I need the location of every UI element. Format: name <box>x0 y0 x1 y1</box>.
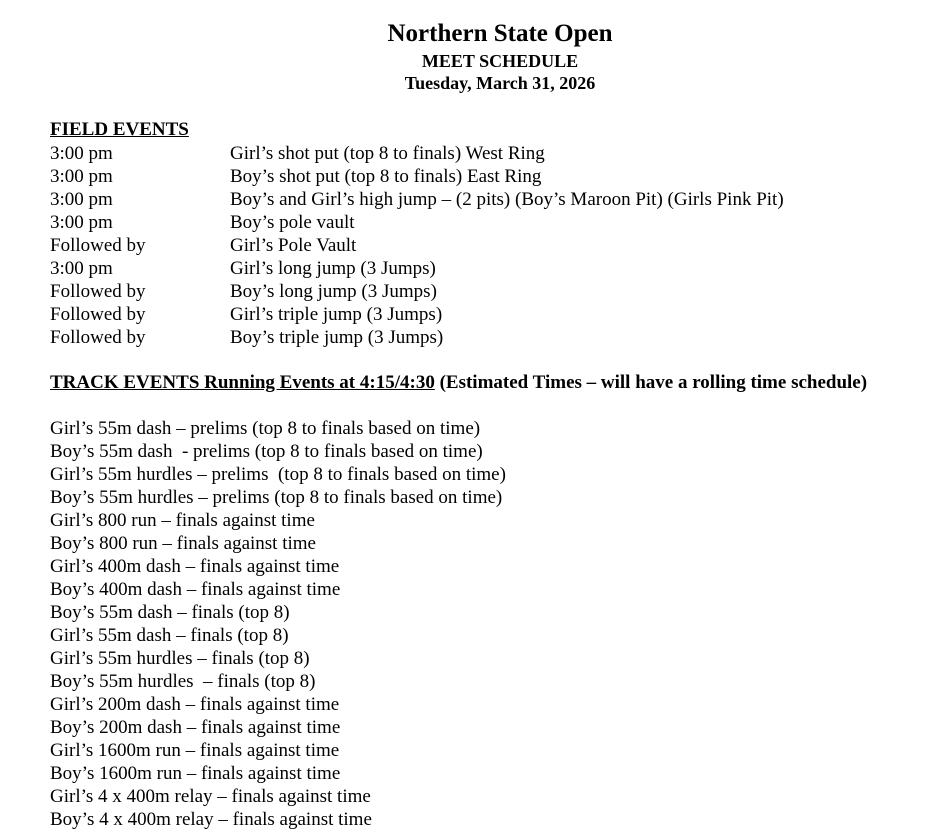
meet-date: Tuesday, March 31, 2026 <box>404 73 596 93</box>
track-event-row: Boy’s 55m hurdles – prelims (top 8 to finals based on time) <box>50 487 503 508</box>
document-subtitle: MEET SCHEDULE <box>421 51 579 71</box>
field-event-name: Girl’s triple jump (3 Jumps) <box>230 304 443 325</box>
document-title: Northern State Open <box>387 20 613 47</box>
track-event-row: Girl’s 1600m run – finals against time <box>50 740 340 761</box>
track-event-row: Girl’s 55m dash – prelims (top 8 to finals based on time) <box>50 418 481 439</box>
track-event-row: Boy’s 55m dash – finals (top 8) <box>50 602 290 623</box>
field-events-heading: FIELD EVENTS <box>50 119 189 140</box>
track-event-row: Girl’s 55m hurdles – prelims (top 8 to finals based on time) <box>50 464 506 485</box>
track-event-row: Boy’s 800 run – finals against time <box>50 533 316 554</box>
field-event-name: Boy’s triple jump (3 Jumps) <box>230 327 444 348</box>
track-event-row: Girl’s 55m hurdles – finals (top 8) <box>50 648 310 669</box>
field-event-time: 3:00 pm <box>50 143 113 164</box>
field-event-name: Girl’s long jump (3 Jumps) <box>230 258 436 279</box>
track-event-row: Girl’s 55m dash – finals (top 8) <box>50 625 289 646</box>
track-event-row: Boy’s 4 x 400m relay – finals against time <box>50 809 372 830</box>
field-event-time: 3:00 pm <box>50 189 113 210</box>
field-event-name: Boy’s long jump (3 Jumps) <box>230 281 437 302</box>
track-events-heading <box>50 371 867 394</box>
track-events-list <box>50 417 506 831</box>
field-event-name: Boy’s and Girl’s high jump – (2 pits) (Boy’s Maroon Pit) (Girls Pink Pit) <box>230 189 784 210</box>
field-event-time: Followed by <box>50 304 146 325</box>
track-event-row: Girl’s 4 x 400m relay – finals against time <box>50 786 371 807</box>
field-event-time: 3:00 pm <box>50 212 113 233</box>
field-event-name: Boy’s shot put (top 8 to finals) East Ring <box>230 166 542 187</box>
track-event-row: Girl’s 200m dash – finals against time <box>50 694 340 715</box>
field-event-time: Followed by <box>50 235 146 256</box>
field-event-name: Boy’s pole vault <box>230 212 355 233</box>
track-event-row: Boy’s 400m dash – finals against time <box>50 579 341 600</box>
field-event-time: 3:00 pm <box>50 258 113 279</box>
track-event-row: Girl’s 800 run – finals against time <box>50 510 315 531</box>
field-event-time: Followed by <box>50 281 146 302</box>
track-event-row: Girl’s 400m dash – finals against time <box>50 556 340 577</box>
track-event-row: Boy’s 1600m run – finals against time <box>50 763 341 784</box>
field-event-time: 3:00 pm <box>50 166 113 187</box>
field-event-name: Girl’s shot put (top 8 to finals) West Ring <box>230 143 545 164</box>
track-event-row: Boy’s 55m hurdles – finals (top 8) <box>50 671 316 692</box>
track-event-row: Boy’s 55m dash - prelims (top 8 to finals based on time) <box>50 441 483 462</box>
track-events-heading-title: TRACK EVENTS Running Events at 4:15/4:30 <box>50 372 435 393</box>
field-event-name: Girl’s Pole Vault <box>230 235 357 256</box>
track-events-heading-note: (Estimated Times – will have a rolling time schedule) <box>434 372 868 393</box>
track-event-row: Boy’s 200m dash – finals against time <box>50 717 341 738</box>
field-event-time: Followed by <box>50 327 146 348</box>
